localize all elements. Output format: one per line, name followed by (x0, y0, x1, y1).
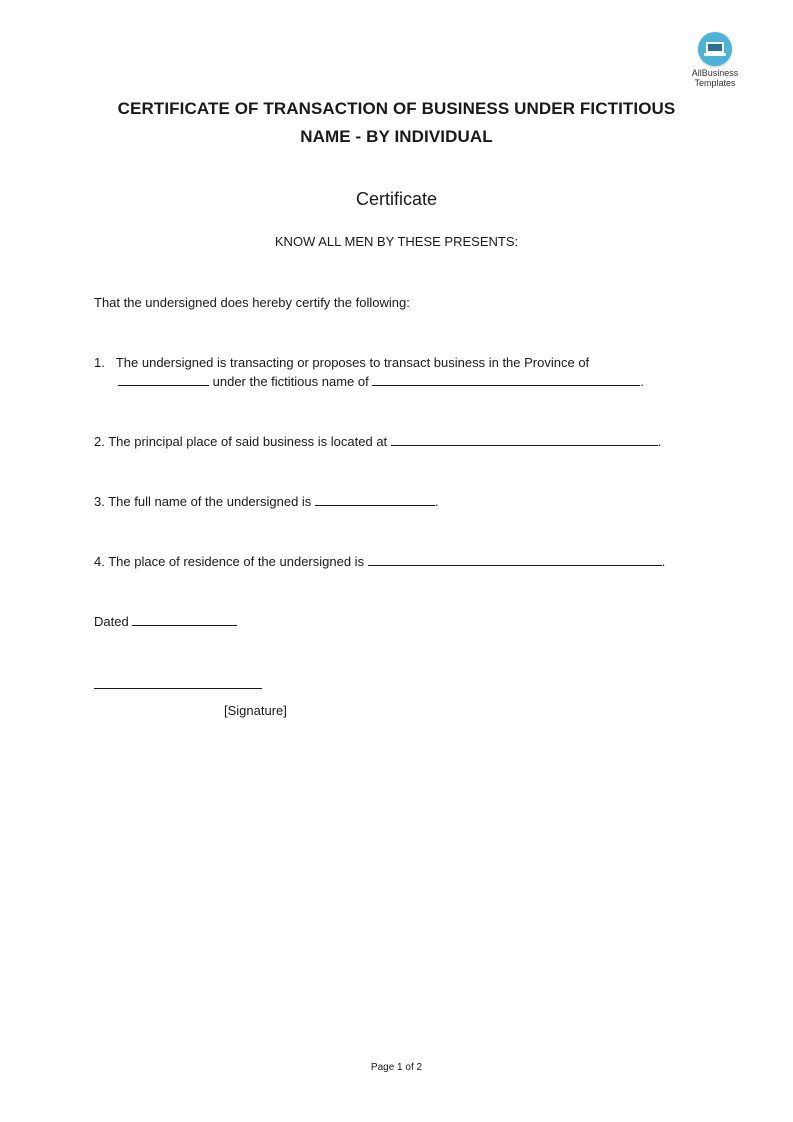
item-4-end: . (661, 554, 666, 569)
page-number: Page 1 of 2 (370, 1062, 423, 1073)
know-all-men-heading: KNOW ALL MEN BY THESE PRESENTS: (274, 234, 519, 249)
item-4-text: The place of residence of the undersigned is (108, 554, 365, 569)
item-4-number: 4. (94, 554, 105, 569)
item-2 (94, 432, 661, 451)
item-2-text: The principal place of said business is located at (108, 434, 388, 449)
title-line2: NAME - BY INDIVIDUAL (300, 127, 493, 146)
full-name-field[interactable] (315, 492, 435, 506)
item-2-number: 2. (94, 434, 105, 449)
logo-text-line2: Templates (694, 78, 736, 88)
item-3-text: The full name of the undersigned is (108, 494, 312, 509)
province-field[interactable] (118, 372, 209, 386)
item-3 (94, 492, 439, 511)
dated-line (94, 612, 237, 631)
date-field[interactable] (132, 612, 237, 626)
intro-paragraph: That the undersigned does hereby certify the following: (94, 295, 410, 310)
document-subtitle: Certificate (355, 189, 438, 209)
item-1-text-b: under the fictitious name of (212, 374, 369, 389)
item-1-number: 1. (94, 355, 105, 370)
title-line1: CERTIFICATE OF TRANSACTION OF BUSINESS UNDER FICTITIOUS (117, 99, 676, 118)
company-logo (688, 32, 742, 88)
document-title (0, 95, 793, 151)
item-1 (94, 353, 644, 391)
item-4 (94, 552, 665, 571)
item-3-number: 3. (94, 494, 105, 509)
dated-label: Dated (94, 614, 129, 629)
laptop-icon (698, 32, 732, 66)
business-location-field[interactable] (391, 432, 658, 446)
item-1-text-a: The undersigned is transacting or proposes to transact business in the Province of (115, 355, 590, 370)
item-1-end: . (640, 374, 644, 389)
item-3-end: . (434, 494, 439, 509)
signature-line[interactable] (94, 688, 262, 689)
fictitious-name-field[interactable] (372, 372, 640, 386)
logo-text-line1: AllBusiness (691, 68, 739, 78)
residence-field[interactable] (368, 552, 662, 566)
item-2-end: . (657, 434, 662, 449)
signature-label: [Signature] (224, 703, 287, 718)
